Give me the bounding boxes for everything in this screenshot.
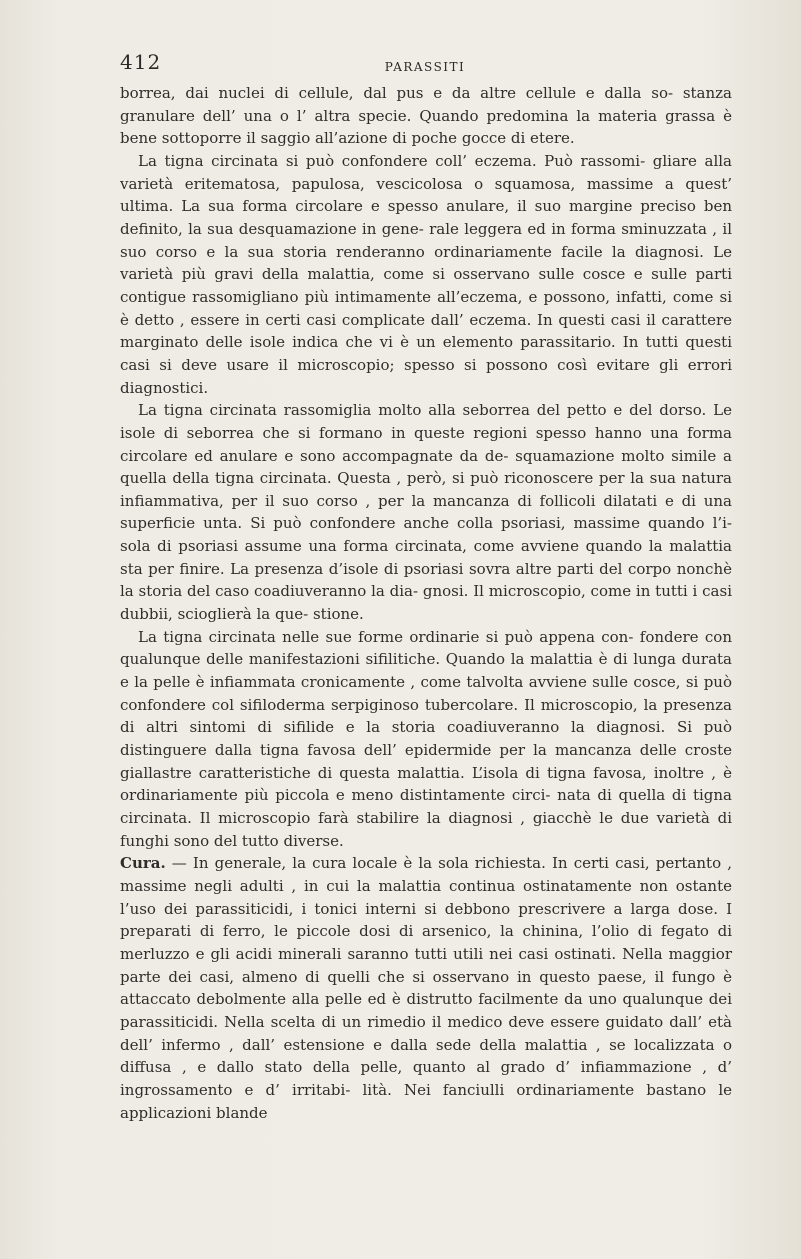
paragraph-cura xyxy=(120,852,732,1124)
paragraph-seborrea: La tigna circinata rassomiglia molto alla seborrea del petto e del dorso. Le isole di seborrea che si formano in queste regioni spesso hanno una forma circolare ed anulare e sono accompagnate da de- squamazione molto simile a quella della tigna circinata. Questa , però, si può riconoscere per la sua natura infiammativa, per il suo corso , per la mancanza di follicoli dilatati e di una superficie unta. Si può confondere anche colla psoriasi, massime quando l’i- sola di psoriasi assume una forma circinata, come avviene quando la malattia sta per finire. La presenza d’isole di psoriasi sovra altre parti del corpo nonchè la storia del caso coadiuveranno la dia- gnosi. Il microscopio, come in tutti i casi dubbii, scioglierà la que- stione. xyxy=(120,401,732,624)
running-title: PARASSITI xyxy=(384,60,466,74)
page-header xyxy=(120,50,730,80)
cura-text: — In generale, la cura locale è la sola richiesta. In certi casi, pertanto , massime negli adulti , in cui la malattia continua ostinatamente non ostante l’uso dei parassiticidi, i tonici interni si debbono prescrivere a larga dose. I preparati di ferro, le piccole dosi di arsenico, la chinina, l’olio di fegato di merluzzo e gli acidi minerali saranno tutti utili nei casi ostinati. Nella maggior parte dei casi, almeno di quelli che si osservano in questo paese, il fungo è attaccato debolmente alla pelle ed è distrutto facilmente da uno qualunque dei parassiticidi. Nella scelta di un rimedio il medico deve essere guidato dall’ età dell’ infermo , dall’ estensione e dalla sede della malattia , se localizzata o diffusa , e dallo stato della pelle, quanto al grado d’ infiammazione , d’ ingrossamento e d’ irritabi- lità. Nei fanciulli ordinariamente bastano le applicazioni blande xyxy=(120,854,732,1122)
paragraph-eczema: La tigna circinata si può confondere coll’ eczema. Può rassomi- gliare alla varietà eritematosa, papulosa, vescicolosa o squamosa, massime a quest’ ultima. La sua forma circolare e spesso anulare, il suo margine preciso ben definito, la sua desquamazione in gene- rale leggera ed in forma sminuzzata , il suo corso e la sua storia renderanno ordinariamente facile la diagnosi. Le varietà più gravi della malattia, come si osservano sulle cosce e sulle parti contigue rassomigliano più intimamente all’eczema, e possono, infatti, come si è detto , essere in certi casi complicate dall’ eczema. In questi casi il carattere marginato delle isole indica che vi è un elemento parassitario. In tutti questi casi si deve usare il microscopio; spesso si possono così evitare gli errori diagnostici. xyxy=(120,151,732,397)
paragraph-continuation: borrea, dai nuclei di cellule, dal pus e da altre cellule e dalla so- stanza granulare dell’ una o l’ altra specie. Quando predomina la materia grassa è bene sottoporre il saggio all’azione di poche gocce di etere. xyxy=(120,84,732,148)
page-number: 412 xyxy=(120,50,162,74)
paragraph-sifilide: La tigna circinata nelle sue forme ordinarie si può appena con- fondere con qualunque delle manifestazioni sifilitiche. Quando la malattia è di lunga durata e la pelle è infiammata cronicamente , come talvolta avviene sulle cosce, si può confondere col sifiloderma serpiginoso tubercolare. Il microscopio, la presenza di altri sintomi di sifilide e la storia coadiuveranno la diagnosi. Si può distinguere dalla tigna favosa dell’ epidermide per la mancanza delle croste giallastre caratteristiche di questa malattia. L’isola di tigna favosa, inoltre , è ordinariamente più piccola e meno distintamente circi- nata di quella di tigna circinata. Il microscopio farà stabilire la diagnosi , giacchè le due varietà di funghi sono del tutto diverse. xyxy=(120,627,732,850)
cura-heading: Cura. xyxy=(120,854,166,873)
body-text xyxy=(120,82,732,1124)
